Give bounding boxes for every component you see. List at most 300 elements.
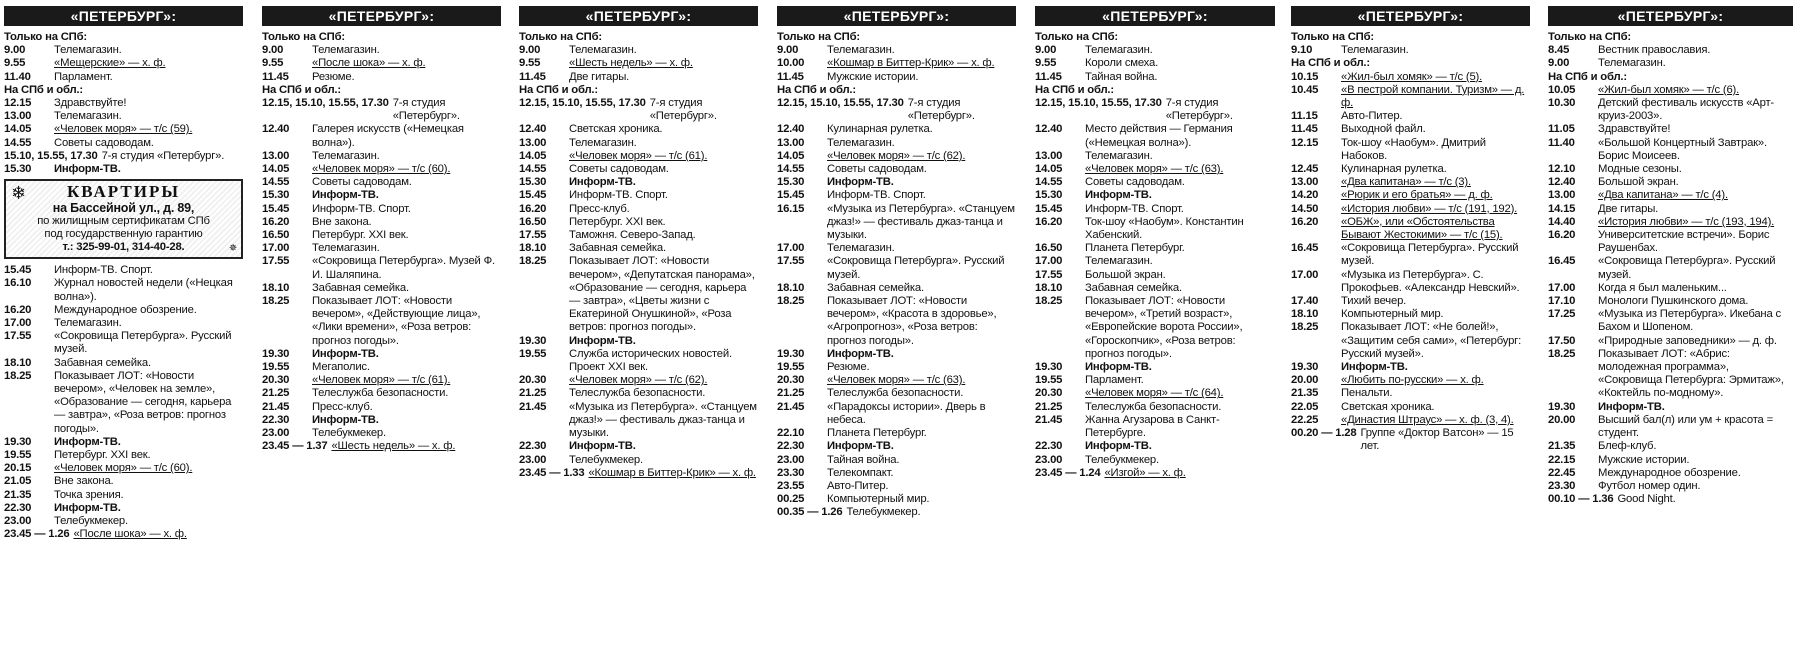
col-4 [1035, 6, 1275, 480]
program-time: 15.45 [777, 189, 805, 202]
program-entry [777, 97, 1016, 123]
program-entry [519, 454, 758, 467]
program-title: Информ-ТВ. [312, 347, 379, 360]
program-time: 16.45 [1548, 255, 1576, 268]
program-time: 23.00 [1035, 453, 1063, 466]
program-title: «Жил-был хомяк» — т/с (5). [1341, 70, 1483, 83]
program-title: Информ-ТВ. Спорт. [569, 189, 668, 202]
program-time: 22.05 [1291, 400, 1319, 413]
program-entry [1035, 97, 1275, 123]
program-title: Телемагазин. [569, 44, 637, 57]
program-title: Показывает ЛОТ: «Новости вечером», «Депутатская панорама», «Образование — сегодня, карьера — завтра», «Цветы жизни с Екатериной Онушкиной», «Роза ветров: прогноз погоды». [569, 255, 755, 334]
program-title: Петербург. XXI век. [569, 215, 666, 228]
program-title: «Человек моря» — т/с (62). [569, 374, 708, 387]
program-title: Ток-шоу «Наобум». Константин Хабенский. [1085, 215, 1244, 242]
program-title: Телемагазин. [569, 136, 637, 149]
program-title: Мужские истории. [1598, 453, 1690, 466]
program-time: 22.30 [1035, 440, 1063, 453]
program-time: 11.05 [1548, 123, 1575, 136]
program-time: 23.30 [777, 466, 805, 479]
program-title: Петербург. XXI век. [54, 449, 151, 462]
program-time: 12.40 [1548, 176, 1576, 189]
program-entry [262, 97, 501, 123]
program-entry [1548, 176, 1793, 189]
program-entry [262, 203, 501, 216]
program-time: 17.25 [1548, 308, 1576, 321]
program-title: Телеслужба безопасности. [569, 387, 706, 400]
program-entry [777, 440, 1016, 453]
program-entry [777, 467, 1016, 480]
program-entry [519, 203, 758, 216]
program-entry [262, 176, 501, 189]
program-title: Телемагазин. [827, 242, 895, 255]
program-entry [777, 282, 1016, 295]
program-time: 16.50 [519, 215, 547, 228]
program-time: 9.00 [519, 44, 541, 57]
ad-phone: т.: 325-99-01, 314-40-28. [62, 241, 185, 254]
program-title: «Сокровища Петербурга». Русский музей. [1341, 242, 1519, 268]
program-time: 22.15 [1548, 453, 1576, 466]
program-time: 11.45 [1291, 123, 1318, 136]
program-title: Когда я был маленьким... [1598, 281, 1727, 294]
program-entry [1548, 203, 1793, 216]
program-title: «Музыка из Петербурга». С. Прокофьев. «Александр Невский». [1341, 268, 1520, 294]
program-time: 12.40 [519, 123, 547, 136]
program-time: 22.30 [4, 501, 32, 514]
program-time: 14.05 [777, 149, 805, 162]
program-title: Информ-ТВ. [827, 440, 894, 453]
program-title: Показывает ЛОТ: «Новости вечером», «Красота в здоровье», «Агропрогноз», «Роза ветров: прогноз погоды». [827, 295, 997, 347]
program-title: Жанна Агузарова в Санкт-Петербурге. [1085, 413, 1220, 440]
program-entry [4, 44, 243, 57]
program-entry [1548, 493, 1793, 506]
program-time: 21.45 [519, 400, 547, 413]
program-entry [262, 71, 501, 84]
program-title: Мужские истории. [827, 70, 919, 83]
program-title: «После шока» — х. ф. [312, 57, 426, 70]
program-title: Вне закона. [54, 475, 114, 488]
program-entry [1035, 440, 1275, 453]
program-entry [519, 137, 758, 150]
col-5 [1291, 6, 1530, 454]
program-entry [262, 229, 501, 242]
program-time: 17.50 [1548, 334, 1576, 347]
program-entry [1548, 335, 1793, 348]
program-time: 21.45 [1035, 413, 1063, 426]
program-title: Монологи Пушкинского дома. [1598, 295, 1749, 308]
program-title: Информ-ТВ. [569, 334, 636, 347]
program-time: 23.45 — 1.24 [1035, 466, 1101, 479]
program-entry [519, 387, 758, 400]
program-entry [1035, 123, 1275, 149]
program-time: 17.55 [777, 255, 805, 268]
program-time: 13.00 [4, 110, 32, 123]
program-time: 22.30 [777, 440, 805, 453]
program-time: 23.55 [777, 479, 805, 492]
section-heading: Только на СПб: [1035, 31, 1118, 43]
program-time: 22.10 [777, 427, 805, 440]
channel-header: «ПЕТЕРБУРГ»: [4, 6, 243, 26]
program-title: Группе «Доктор Ватсон» — 15 лет. [1360, 427, 1514, 453]
program-entry [777, 401, 1016, 427]
program-entry [262, 387, 501, 400]
program-entry [1035, 203, 1275, 216]
program-title: Две гитары. [569, 70, 630, 83]
program-time: 00.25 [777, 493, 805, 506]
ad-title: КВАРТИРЫ [66, 182, 181, 202]
program-time: 12.15, 15.10, 15.55, 17.30 [1035, 97, 1162, 110]
program-title: Выходной файл. [1341, 123, 1426, 136]
program-title: «Династия Штраус» — х. ф. (3, 4). [1341, 413, 1514, 426]
program-title: Авто-Питер. [827, 479, 889, 492]
program-time: 23.45 — 1.37 [262, 440, 328, 453]
program-time: 22.25 [1291, 413, 1319, 426]
program-entry [1548, 308, 1793, 334]
section-heading: На СПб и обл.: [1548, 70, 1627, 83]
program-title: «Музыка из Петербурга». «Станцуем джаз!» — фестиваль джаз-танца и музыки. [569, 400, 757, 440]
program-time: 18.10 [1035, 281, 1063, 294]
program-title: Телеслужба безопасности. [312, 387, 449, 400]
program-title: Планета Петербург. [1085, 242, 1185, 255]
program-time: 14.55 [777, 163, 805, 176]
program-title: «Большой Концертный Завтрак». Борис Моисеев. [1598, 136, 1767, 162]
program-time: 19.30 [4, 435, 32, 448]
program-time: 10.15 [1291, 70, 1319, 83]
program-entry [4, 97, 243, 110]
col-0 [4, 6, 243, 542]
program-entry [777, 71, 1016, 84]
channel-header: «ПЕТЕРБУРГ»: [262, 6, 501, 26]
program-entry [1291, 374, 1530, 387]
program-time: 18.25 [1548, 347, 1576, 360]
program-entry [1035, 361, 1275, 374]
program-time: 17.40 [1291, 295, 1319, 308]
program-title: Показывает ЛОТ: «Новости вечером», «Третий возраст», «Европейские ворота России», «Гороскопчик», «Роза ветров: прогноз погоды». [1085, 295, 1243, 360]
program-time: 00.35 — 1.26 [777, 506, 843, 519]
program-entry [1291, 176, 1530, 189]
program-time: 21.05 [4, 475, 32, 488]
program-entry [1291, 308, 1530, 321]
program-time: 18.25 [1291, 321, 1319, 334]
program-time: 21.35 [1548, 440, 1576, 453]
program-entry [1291, 216, 1530, 242]
program-entry [1291, 44, 1530, 57]
program-entry [1035, 71, 1275, 84]
program-entry [4, 330, 243, 356]
program-title: Информ-ТВ. [1341, 361, 1408, 374]
program-title: Телемагазин. [1598, 57, 1666, 70]
section-heading: На СПб и обл.: [262, 83, 341, 96]
channel-header: «ПЕТЕРБУРГ»: [519, 6, 758, 26]
program-time: 19.30 [262, 347, 290, 360]
program-entry [262, 295, 501, 348]
program-time: 17.10 [1548, 295, 1576, 308]
program-title: «Природные заповедники» — д. ф. [1598, 334, 1777, 347]
program-entry [4, 304, 243, 317]
program-entry [1548, 255, 1793, 281]
program-title: Информ-ТВ. [827, 176, 894, 189]
col-6 [1548, 6, 1793, 506]
section-heading: На СПб и обл.: [519, 83, 598, 96]
program-entry [1548, 414, 1793, 440]
program-time: 15.30 [777, 176, 805, 189]
program-title: Телемагазин. [1341, 44, 1409, 57]
program-entry [1291, 84, 1530, 110]
program-time: 17.00 [262, 242, 290, 255]
program-title: Парламент. [1085, 374, 1144, 387]
program-entry [1548, 454, 1793, 467]
program-time: 9.00 [777, 44, 799, 57]
program-time: 18.10 [262, 281, 290, 294]
program-entry [1291, 189, 1530, 202]
program-entry [519, 401, 758, 441]
program-time: 14.15 [1548, 202, 1576, 215]
program-title: Информ-ТВ. [54, 501, 121, 514]
program-time: 16.20 [1291, 215, 1319, 228]
program-entry [1291, 427, 1530, 453]
program-time: 21.25 [262, 387, 290, 400]
program-time: 21.35 [1291, 387, 1319, 400]
program-title: Телемагазин. [54, 317, 122, 330]
program-time: 9.55 [262, 57, 284, 70]
program-title: Резюме. [312, 70, 355, 83]
program-entry [4, 489, 243, 502]
section-heading: Только на СПб: [262, 31, 345, 43]
program-title: Ток-шоу «Наобум». Дмитрий Набоков. [1341, 136, 1486, 162]
program-entry [262, 163, 501, 176]
program-time: 13.00 [1035, 149, 1063, 162]
program-time: 19.55 [262, 361, 290, 374]
program-title: Советы садоводам. [54, 136, 154, 149]
program-title: «Сокровища Петербурга». Русский музей. [54, 330, 232, 356]
program-entry [4, 515, 243, 528]
program-entry [4, 264, 243, 277]
section-heading: Только на СПб: [519, 31, 602, 43]
program-time: 13.00 [1548, 189, 1576, 202]
program-entry [4, 163, 243, 176]
program-entry [1548, 216, 1793, 229]
program-title: 7-я студия «Петербург». [101, 149, 225, 162]
program-entry [1035, 57, 1275, 70]
program-time: 10.30 [1548, 97, 1576, 110]
program-title: Пенальти. [1341, 387, 1393, 400]
program-entry [1291, 295, 1530, 308]
program-time: 12.15 [1291, 136, 1319, 149]
program-entry [1548, 467, 1793, 480]
program-time: 15.45 [4, 264, 32, 277]
program-entry [262, 427, 501, 440]
program-entry [1548, 137, 1793, 163]
program-title: Вестник православия. [1598, 44, 1711, 57]
program-title: Информ-ТВ. [1598, 400, 1665, 413]
program-time: 22.45 [1548, 466, 1576, 479]
program-title: Забавная семейка. [569, 242, 666, 255]
program-title: Таможня. Северо-Запад. [569, 229, 696, 242]
program-time: 19.30 [1291, 361, 1319, 374]
program-time: 16.20 [262, 215, 290, 228]
program-title: Информ-ТВ. [1085, 361, 1152, 374]
program-time: 16.50 [1035, 242, 1063, 255]
program-title: Телемагазин. [54, 110, 122, 123]
program-entry [1035, 150, 1275, 163]
program-entry [519, 348, 758, 374]
program-time: 23.45 — 1.26 [4, 528, 70, 541]
program-entry [4, 475, 243, 488]
program-time: 17.55 [519, 229, 547, 242]
program-title: «Человек моря» — т/с (59). [54, 123, 193, 136]
section-heading: Только на СПб: [4, 31, 87, 43]
program-title: «Музыка из Петербурга». Икебана с Бахом и Шопеном. [1598, 308, 1781, 334]
program-title: Служба исторических новостей. Проект XXI век. [569, 347, 732, 374]
channel-header: «ПЕТЕРБУРГ»: [1291, 6, 1530, 26]
program-title: Телемагазин. [312, 242, 380, 255]
program-entry [1548, 401, 1793, 414]
program-title: Телекомпакт. [827, 466, 894, 479]
program-entry [1548, 295, 1793, 308]
program-time: 13.00 [777, 136, 805, 149]
ad-line: под государственную гарантию [44, 228, 203, 241]
program-entry [1291, 110, 1530, 123]
program-entry [4, 502, 243, 515]
program-time: 00.10 — 1.36 [1548, 493, 1614, 506]
program-entry [1548, 44, 1793, 57]
program-time: 20.00 [1291, 374, 1319, 387]
program-time: 11.40 [1548, 136, 1575, 149]
program-time: 10.45 [1291, 83, 1319, 96]
program-entry [1035, 176, 1275, 189]
program-entry [4, 370, 243, 436]
program-time: 9.00 [1548, 57, 1570, 70]
program-entry [4, 137, 243, 150]
program-time: 9.55 [4, 57, 26, 70]
program-title: Информ-ТВ. Спорт. [1085, 202, 1184, 215]
program-entry [519, 440, 758, 453]
program-title: «Сокровища Петербурга». Музей Ф. И. Шаляпина. [312, 255, 495, 281]
program-time: 18.25 [262, 295, 290, 308]
program-time: 17.00 [1291, 268, 1319, 281]
program-entry [1548, 123, 1793, 136]
program-entry [1291, 387, 1530, 400]
program-title: Университетские встречи». Борис Раушенбах. [1598, 229, 1770, 255]
program-time: 19.55 [1035, 374, 1063, 387]
program-title: Здравствуйте! [54, 97, 127, 110]
program-title: Забавная семейка. [1085, 281, 1182, 294]
program-title: Забавная семейка. [827, 281, 924, 294]
program-entry [1035, 44, 1275, 57]
program-title: Высший бал(л) или ум + красота = студент. [1598, 413, 1773, 440]
program-entry [1035, 242, 1275, 255]
program-entry [777, 374, 1016, 387]
program-entry [777, 137, 1016, 150]
program-entry [262, 189, 501, 202]
program-title: Светская хроника. [1341, 400, 1435, 413]
program-time: 19.30 [1035, 361, 1063, 374]
program-entry [1035, 189, 1275, 202]
program-title: Информ-ТВ. [1085, 189, 1152, 202]
program-title: «Шесть недель» — х. ф. [569, 57, 693, 70]
program-time: 19.30 [519, 334, 547, 347]
program-title: Вне закона. [312, 215, 372, 228]
program-time: 21.25 [519, 387, 547, 400]
program-title: Информ-ТВ. [54, 435, 121, 448]
program-time: 16.20 [519, 202, 547, 215]
program-title: «Человек моря» — т/с (60). [54, 462, 193, 475]
program-entry [1035, 216, 1275, 242]
program-entry [1291, 203, 1530, 216]
program-title: «История любви» — т/с (193, 194). [1598, 215, 1775, 228]
program-entry [4, 277, 243, 303]
program-time: 18.10 [777, 281, 805, 294]
program-entry [262, 150, 501, 163]
star-icon: ✵ [228, 243, 237, 255]
program-entry [1035, 414, 1275, 440]
program-time: 18.10 [4, 356, 32, 369]
program-title: Советы садоводам. [1085, 176, 1185, 189]
program-title: «В пестрой компании. Туризм» — д. ф. [1341, 83, 1525, 110]
program-entry [262, 401, 501, 414]
program-title: «Человек моря» — т/с (61). [312, 374, 451, 387]
program-entry [519, 123, 758, 136]
program-time: 11.45 [777, 70, 804, 83]
program-entry [1035, 401, 1275, 414]
program-time: 11.45 [1035, 70, 1062, 83]
program-entry [777, 176, 1016, 189]
program-title: Телемагазин. [312, 149, 380, 162]
program-time: 23.30 [1548, 479, 1576, 492]
program-time: 17.00 [1035, 255, 1063, 268]
program-time: 10.00 [777, 57, 805, 70]
program-title: Телемагазин. [1085, 149, 1153, 162]
program-title: Информ-ТВ. [827, 347, 894, 360]
program-entry [262, 44, 501, 57]
house-snowflake-icon: ❄ [11, 183, 26, 204]
program-entry [1291, 414, 1530, 427]
program-entry [1035, 255, 1275, 268]
program-time: 14.05 [519, 149, 547, 162]
program-entry [4, 123, 243, 136]
program-entry [1548, 163, 1793, 176]
program-time: 23.00 [519, 453, 547, 466]
program-entry [1291, 401, 1530, 414]
program-entry [1548, 97, 1793, 123]
program-title: Телебукмекер. [54, 515, 128, 528]
program-title: «История любви» — т/с (191, 192). [1341, 202, 1518, 215]
program-title: «Мещерские» — х. ф. [54, 57, 166, 70]
program-title: «Человек моря» — т/с (60). [312, 163, 451, 176]
program-time: 17.00 [4, 317, 32, 330]
program-time: 19.55 [777, 361, 805, 374]
program-entry [1035, 467, 1275, 480]
program-time: 14.50 [1291, 202, 1319, 215]
program-title: Международное обозрение. [54, 303, 197, 316]
program-title: «Человек моря» — т/с (62). [827, 149, 966, 162]
program-title: «Человек моря» — т/с (63). [827, 374, 966, 387]
program-entry [1291, 71, 1530, 84]
program-entry [1035, 387, 1275, 400]
program-time: 21.25 [777, 387, 805, 400]
program-entry [1035, 163, 1275, 176]
program-title: Информ-ТВ. Спорт. [54, 264, 153, 277]
program-time: 23.00 [262, 427, 290, 440]
program-time: 18.10 [1291, 308, 1319, 321]
program-time: 14.05 [1035, 163, 1063, 176]
program-time: 21.45 [262, 400, 290, 413]
section-heading: На СПб и обл.: [777, 83, 856, 96]
col-2 [519, 6, 758, 480]
program-title: «ОБЖ», или «Обстоятельства Бывают Жестокими» — т/с (15). [1341, 215, 1503, 242]
program-time: 16.20 [1035, 215, 1063, 228]
program-title: «Человек моря» — т/с (64). [1085, 387, 1224, 400]
